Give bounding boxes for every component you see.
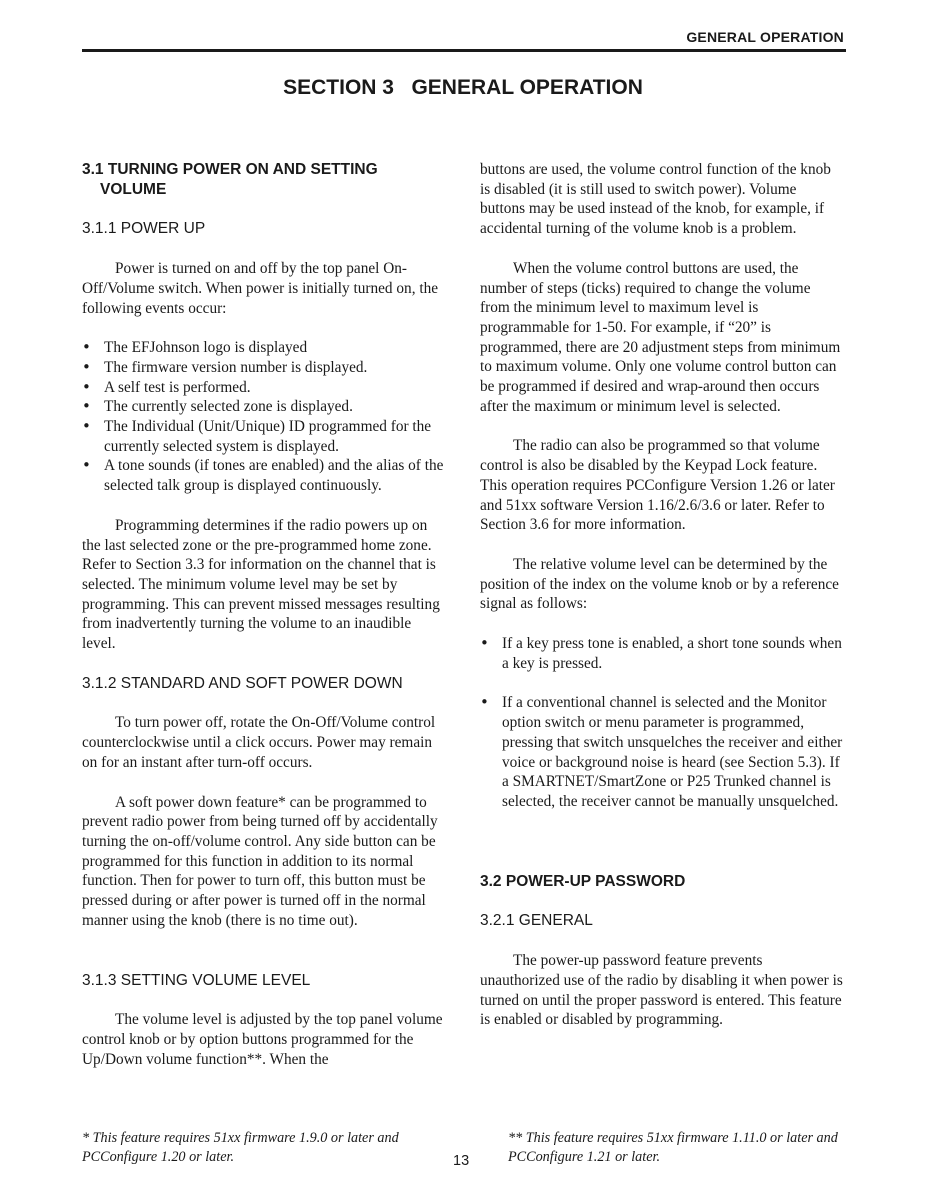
reference-signal-list [480, 634, 844, 673]
heading-3-2-1: 3.2.1 GENERAL [480, 912, 593, 930]
list-item: • If a conventional channel is selected and the Monitor option switch or menu parameter is programmed, pressing that switch unsquelches the receiver and either voice or background noise is heard (see Section 5.3). If a SMARTNET/SmartZone or P25 Trunked channel is selected, the receiver cannot be manually unsquelched. [480, 693, 844, 811]
running-head: GENERAL OPERATION [686, 29, 844, 45]
paragraph-password: The power-up password feature prevents unauthorized use of the radio by disabling it when power is turned on until the proper password is entered. This feature is enabled or disabled by programming. [480, 952, 843, 1029]
heading-3-1-1: 3.1.1 POWER UP [82, 220, 206, 238]
paragraph-volume-level: The volume level is adjusted by the top panel volume control knob or by option buttons programmed for the Up/Down volume function**. When the [82, 1011, 443, 1068]
footnote-right: ** This feature requires 51xx firmware 1.11.0 or later and PCConfigure 1.21 or later. [508, 1130, 838, 1165]
heading-3-2: 3.2 POWER-UP PASSWORD [480, 872, 686, 890]
footnote-left: * This feature requires 51xx firmware 1.9.0 or later and PCConfigure 1.20 or later. [82, 1130, 399, 1165]
paragraph-keypad-lock: The radio can also be programmed so that volume control is also be disabled by the Keypad Lock feature. This operation requires PCConfigure Version 1.26 or later and 51xx software Version 1.16/2.6/3.6 or later. Refer to Section 3.6 for more information. [480, 437, 835, 534]
list-item: • The currently selected zone is displayed. [82, 397, 446, 417]
header-rule [82, 49, 846, 52]
list-item: • The Individual (Unit/Unique) ID programmed for the currently selected system is displayed. [82, 417, 446, 456]
list-item: • The firmware version number is displayed. [82, 358, 446, 378]
paragraph-programming: Programming determines if the radio powers up on the last selected zone or the pre-programmed home zone. Refer to Section 3.3 for information on the channel that is selected. The minimum volume level may be set by programming. This can prevent missed messages resulting from inadvertently turning the volume to an inaudible level. [82, 516, 440, 653]
paragraph-relative-volume: The relative volume level can be determined by the position of the index on the volume knob or by a reference signal as follows: [480, 555, 839, 613]
heading-3-1-2: 3.1.2 STANDARD AND SOFT POWER DOWN [82, 674, 403, 692]
right-column [480, 160, 844, 1030]
paragraph-power-off: To turn power off, rotate the On-Off/Volume control counterclockwise until a click occurs. Power may remain on for an instant after turn-off occurs. [82, 714, 436, 771]
paragraph-continued: buttons are used, the volume control function of the knob is disabled (it is still used to switch power). Volume buttons may be used instead of the knob, for example, if accidental turning of the volume knob is a problem. [480, 161, 831, 238]
left-column [82, 160, 446, 1069]
paragraph-power-up: Power is turned on and off by the top panel On-Off/Volume switch. When power is initially turned on, the following events occur: [82, 260, 439, 317]
list-item: • The EFJohnson logo is displayed [82, 338, 446, 358]
page-number: 13 [453, 1153, 470, 1169]
paragraph-soft-power-down: A soft power down feature* can be programmed to prevent radio power from being turned off by accidentally turning the on-off/volume control. Any side button can be programmed for this function in addition to its normal function. Then for power to turn off, this button must be pressed during or after power is turned off in the normal manner using the knob (there is no time out). [82, 793, 438, 929]
heading-3-1-line2: VOLUME [100, 180, 167, 198]
reference-signal-list-2 [480, 693, 844, 811]
list-item: • A self test is performed. [82, 378, 446, 398]
paragraph-volume-steps: When the volume control buttons are used, the number of steps (ticks) required to change the volume from the minimum level to maximum level is programmable for 1-50. For example, if “20” is programmed, there are 20 adjustment steps from minimum to maximum volume. Only one volume control button can be programmed if desired and wrap-around then occurs after the maximum or minimum level is selected. [480, 259, 841, 415]
list-item: • A tone sounds (if tones are enabled) and the alias of the selected talk group is displayed continuously. [82, 456, 446, 495]
heading-3-1-line1: 3.1 TURNING POWER ON AND SETTING [82, 161, 378, 178]
power-up-events-list [82, 338, 446, 496]
heading-3-1-3: 3.1.3 SETTING VOLUME LEVEL [82, 971, 311, 989]
list-item: • If a key press tone is enabled, a short tone sounds when a key is pressed. [480, 634, 844, 673]
heading-3-1 [82, 160, 446, 199]
section-title: SECTION 3 GENERAL OPERATION [283, 76, 643, 99]
